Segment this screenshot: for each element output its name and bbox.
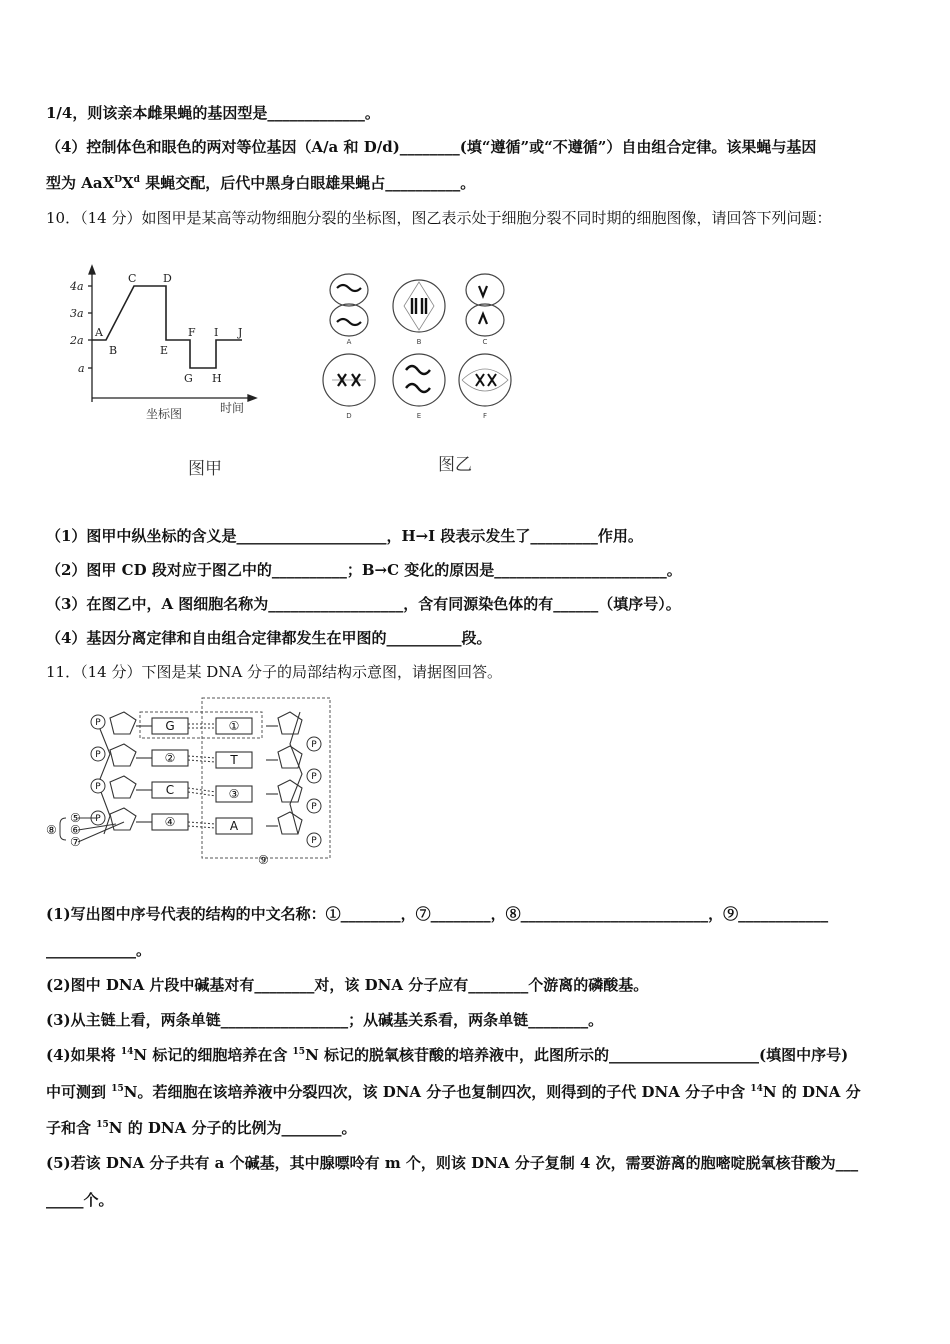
figure-yi-caption: 图乙 (438, 455, 472, 475)
phosphate-label: P (95, 814, 101, 824)
label-9: ⑨ (258, 853, 269, 867)
point-B: B (109, 344, 118, 357)
phosphate-label: P (311, 802, 317, 812)
cell-D (323, 354, 375, 406)
base-A: A (229, 819, 239, 833)
q10-1: （1）图甲中纵坐标的含义是____________________，H→I 段表示发生了_________作用。 (46, 527, 643, 545)
cell-A (330, 274, 368, 336)
tick-2a: 2a (70, 334, 84, 347)
cell-label-B: B (416, 338, 422, 346)
q11-3: (3)从主链上看，两条单链_________________；从碱基关系看，两条单链________。 (46, 1011, 604, 1029)
base-C: C (165, 783, 175, 797)
cell-F (459, 354, 511, 406)
point-I: I (214, 326, 219, 339)
cell-label-E: E (416, 412, 422, 420)
figure-dna-structure (44, 694, 334, 870)
q10-3: （3）在图乙中，A 图细胞名称为__________________，含有同源染色体的有______（填序号）。 (46, 595, 681, 613)
q11-4-cont: 中可测到 $^{15}$N。若细胞在该培养液中分裂四次，该 DNA 分子也复制四次，则得到的子代 DNA 分子中含 $^{14}$N 的 DNA 分 (46, 1083, 861, 1101)
q11-stem: 11．（14 分）下图是某 DNA 分子的局部结构示意图，请据图回答。 (46, 663, 502, 681)
base-3: ③ (228, 787, 240, 801)
phosphate-label: P (311, 740, 317, 750)
point-C: C (128, 272, 137, 285)
cell-E (393, 354, 445, 406)
figure-jia-graph (60, 262, 260, 422)
label-6: ⑥ (70, 823, 81, 837)
base-1: ① (228, 719, 240, 733)
tick-3a: 3a (70, 307, 84, 320)
label-5: ⑤ (70, 811, 81, 825)
phosphate-label: P (311, 772, 317, 782)
q10-stem: 10．（14 分）如图甲是某高等动物细胞分裂的坐标图，图乙表示处于细胞分裂不同时期的细胞图像，请回答下列问题： (46, 209, 832, 227)
cell-label-D: D (346, 412, 352, 420)
point-E: E (160, 344, 169, 357)
cell-C (466, 274, 504, 336)
cell-label-A: A (346, 338, 352, 346)
point-J: J (238, 326, 243, 339)
phosphate-label: P (311, 836, 317, 846)
q9-line-genotype: 1/4，则该亲本雌果蝇的基因型是_____________。 (46, 104, 380, 122)
bracket-8 (60, 818, 66, 840)
phosphate-label: P (95, 718, 101, 728)
q9-4-line-cont: 型为 $AaX^DX^d$ 果蝇交配，后代中黑身白眼雄果蝇占__________。 (46, 174, 476, 192)
phosphate-label: P (95, 750, 101, 760)
cell-B (393, 280, 445, 332)
y-axis-arrow (89, 266, 95, 274)
q11-4: (4)如果将 $^{14}$N 标记的细胞培养在含 $^{15}$N 标记的脱氧核苷酸的培养液中，此图所示的____________________(填图中序号) (46, 1046, 849, 1064)
tick-4a: 4a (70, 280, 84, 293)
tick-a: a (78, 362, 85, 375)
x-axis-label: 时间 (220, 401, 245, 415)
base-T: T (230, 753, 238, 767)
point-H: H (212, 372, 222, 385)
phosphate-label: P (95, 782, 101, 792)
figure-jia-caption: 图甲 (188, 459, 222, 479)
q11-2: (2)图中 DNA 片段中碱基对有________对，该 DNA 分子应有________个游离的磷酸基。 (46, 976, 649, 994)
base-G: G (165, 719, 175, 733)
figure-yi-cells (322, 270, 522, 430)
q9-4-line: （4）控制体色和眼色的两对等位基因（A/a 和 D/d)________(填“遵循”或“不遵循”）自由组合定律。该果蝇与基因 (46, 138, 817, 156)
base-4: ④ (164, 815, 176, 829)
label-8: ⑧ (46, 823, 57, 837)
base-2: ② (164, 751, 176, 765)
cell-label-C: C (482, 338, 488, 346)
q11-5-cont: _____个。 (46, 1191, 114, 1209)
q10-4: （4）基因分离定律和自由组合定律都发生在甲图的__________段。 (46, 629, 492, 647)
point-A: A (95, 326, 103, 339)
q11-1: (1)写出图中序号代表的结构的中文名称：①________，⑦________，⑧_________________________，⑨____________ (46, 905, 829, 923)
cell-label-F: F (482, 412, 488, 420)
point-G: G (184, 372, 193, 385)
label-7: ⑦ (70, 835, 81, 849)
q11-4-cont2: 子和含 $^{15}$N 的 DNA 分子的比例为________。 (46, 1119, 357, 1137)
point-F: F (188, 326, 196, 339)
q11-5: (5)若该 DNA 分子共有 a 个碱基，其中腺嘌呤有 m 个，则该 DNA 分子复制 4 次，需要游离的胞嘧啶脱氧核苷酸为___ (46, 1154, 859, 1172)
graph-inner-label: 坐标图 (146, 407, 183, 421)
point-D: D (163, 272, 172, 285)
q11-1-cont: ____________。 (46, 941, 152, 959)
q10-2: （2）图甲 CD 段对应于图乙中的__________；B→C 变化的原因是_______________________。 (46, 561, 682, 579)
x-axis-arrow (248, 395, 256, 401)
